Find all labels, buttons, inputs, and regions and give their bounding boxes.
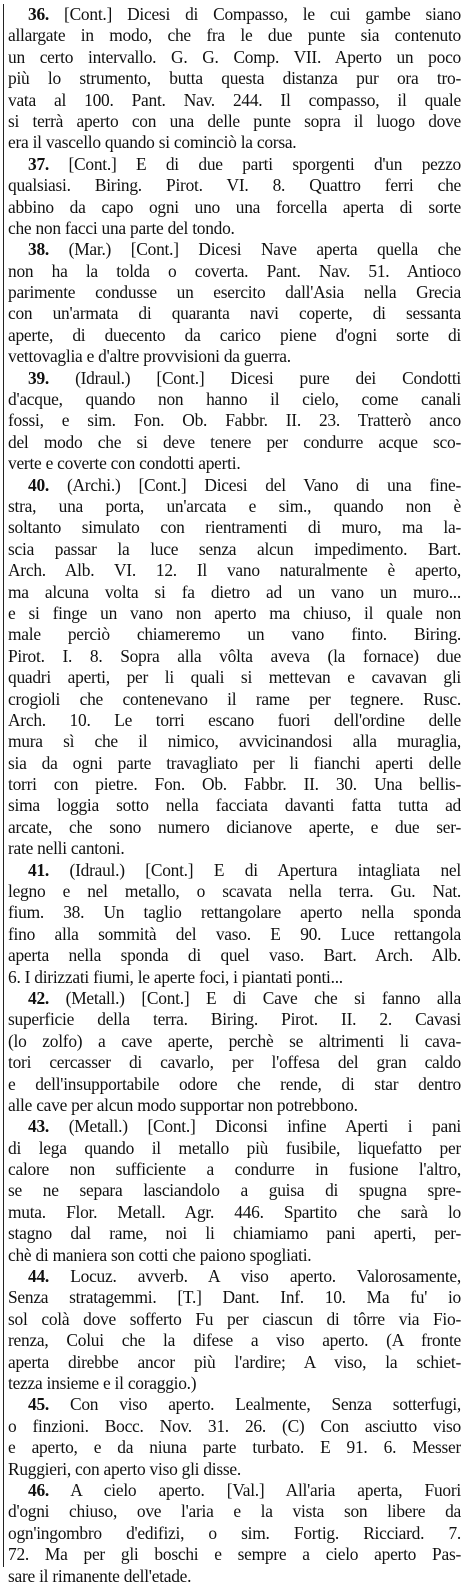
entry-line: renza, Colui che la difese a viso aperto. (A fronte xyxy=(8,1330,461,1351)
entry-first-line xyxy=(8,1266,461,1287)
entry-line-text: [Cont.] Dicesi di Compasso, le cui gambe siano xyxy=(49,4,461,24)
entry-line: allargate in modo, che fra le due punte sia contenuto xyxy=(8,25,461,46)
entry-line: 6. I dirizzati fiumi, le aperte foci, i piantati ponti... xyxy=(8,966,343,987)
entry-line-text: (Mar.) [Cont.] Dicesi Nave aperta quella che xyxy=(49,239,461,260)
entry-line: 72. Ma per gli boschi e sempre a cielo aperto Pas- xyxy=(8,1544,461,1565)
entry-first-line xyxy=(8,860,461,881)
entry-first-line xyxy=(8,1394,461,1415)
entry-line: aperta nella sponda di quel vaso. Bart. Arch. Alb. xyxy=(8,945,461,966)
entry-line: tezza insieme e il coraggio.) xyxy=(8,1373,197,1393)
entry-line: fossi, e sim. Fon. Ob. Fabbr. II. 23. Tratterò anco xyxy=(8,410,461,431)
entry-line: male perciò chiameremo un vano finto. Biring. xyxy=(8,624,461,645)
entry-line: Senza stratagemmi. [T.] Dant. Inf. 10. Ma fu' io xyxy=(8,1287,461,1308)
left-margin-rule xyxy=(3,4,4,1567)
entry-line: quadri aperti, per li quali si mettevan e cavavan gli xyxy=(8,667,461,688)
dictionary-entry xyxy=(8,988,461,1116)
entry-number: 45. xyxy=(28,1394,49,1415)
entry-line: sare il rimanente dell'etade. xyxy=(8,1565,192,1586)
entry-line-text: (Archi.) [Cont.] Dicesi del Vano di una fine- xyxy=(49,474,461,495)
entry-first-line xyxy=(8,1480,461,1501)
entry-first-line xyxy=(8,4,461,25)
entry-line: di lega quando il metallo più fusibile, liquefatto per xyxy=(8,1137,461,1158)
entry-line: un certo intervallo. G. G. Comp. VII. Aperto un poco xyxy=(8,46,461,67)
entry-line: sima loggia sotto nella facciata davanti fatta tutta ad xyxy=(8,795,461,816)
entry-line: qualsiasi. Biring. Pirot. VI. 8. Quattro ferri che xyxy=(8,175,461,196)
entry-line: arcate, che sono numero dicianove aperte, e due ser- xyxy=(8,816,461,837)
entry-line-text: (Idraul.) [Cont.] Dicesi pure dei Condotti xyxy=(49,367,461,388)
entry-line-text: Con viso aperto. Lealmente, Senza sotterfugi, xyxy=(49,1394,461,1415)
dictionary-entry xyxy=(8,154,461,240)
entry-line: d'ogni chiuso, ove l'aria e la vista son libere da xyxy=(8,1501,461,1522)
entry-line: soltanto simulato con rientramenti di muro, ma la- xyxy=(8,517,461,538)
entry-line-text: (Idraul.) [Cont.] E di Apertura intagliata nel xyxy=(49,859,461,880)
entry-line: verte e coverte con condotti aperti. xyxy=(8,453,241,474)
dictionary-entry xyxy=(8,1116,461,1266)
entry-line-text: (Metall.) [Cont.] Diconsi infine Aperti i pani xyxy=(49,1116,461,1137)
entry-first-line xyxy=(8,154,461,175)
entry-line: stra, una porta, un'arcata e sim., quando non è xyxy=(8,495,461,516)
entry-line: ogn'ingombro d'edifizi, o sim. Fortig. Ricciard. 7. xyxy=(8,1522,461,1543)
entry-line: d'acque, quando non hanno il cielo, come canali xyxy=(8,389,461,410)
entry-line: e aperto, e da niuna parte turbato. E 91. 6. Messer xyxy=(8,1437,461,1458)
entry-first-line xyxy=(8,1116,461,1137)
dictionary-entry xyxy=(8,239,461,367)
entry-line-text: Locuz. avverb. A viso aperto. Valorosamente, xyxy=(49,1266,461,1287)
dictionary-entry xyxy=(8,475,461,860)
entry-line: o finzioni. Bocc. Nov. 31. 26. (C) Con asciutto viso xyxy=(8,1415,461,1436)
dictionary-entry xyxy=(8,4,461,154)
entry-line: con un'armata di quaranta navi coperte, di sessanta xyxy=(8,303,461,324)
entry-line: più lo strumento, butta questa distanza pur ora tro- xyxy=(8,68,461,89)
entry-line: scia passar la luce senza alcun impedimento. Bart. xyxy=(8,538,461,559)
entry-line: del modo che si deve tenere per condurre acque sco- xyxy=(8,431,461,452)
entry-line: stagno dal rame, noi li chiamiamo pani aperti, per- xyxy=(8,1223,461,1244)
entry-line: crogioli che contenevano il rame per tegnere. Rusc. xyxy=(8,688,461,709)
entry-line: e si finge un vano non aperto ma chiuso, il quale non xyxy=(8,602,461,623)
entry-line-text: [Cont.] E di due parti sporgenti d'un pezzo xyxy=(49,153,461,174)
entry-line: muta. Flor. Metall. Agr. 446. Spartito che sarà lo xyxy=(8,1201,461,1222)
dictionary-entry xyxy=(8,368,461,475)
entry-first-line xyxy=(8,988,461,1009)
entry-line: calore non sufficiente a condurre in fusione l'altro, xyxy=(8,1159,461,1180)
entry-line: Pirot. I. 8. Sopra alla vôlta aveva (la fornace) due xyxy=(8,645,461,666)
entry-line: parimente condusse un esercito dall'Asia nella Grecia xyxy=(8,282,461,303)
entry-number: 37. xyxy=(28,153,49,174)
entry-line-text: (Metall.) [Cont.] E di Cave che si fanno alla xyxy=(49,987,461,1008)
entry-line: si terrà aperto con una delle punte sopra il luogo dove xyxy=(8,110,461,131)
entry-line: sia da ogni parte travagliato per li fianchi aperti delle xyxy=(8,752,461,773)
entry-line: alle cave per alcun modo supportar non potrebbono. xyxy=(8,1094,358,1115)
entry-number: 44. xyxy=(28,1266,49,1287)
entry-line: aperte, di duecento da carico piene d'ogni sorte di xyxy=(8,324,461,345)
entry-line: vata al 100. Pant. Nav. 244. Il compasso, il quale xyxy=(8,89,461,110)
entry-number: 43. xyxy=(28,1116,49,1137)
entry-line: Arch. 10. Le torri escano fuori dell'ordine delle xyxy=(8,709,461,730)
entry-number: 38. xyxy=(28,239,49,260)
entry-line: che non facci una parte del tondo. xyxy=(8,217,235,238)
entry-line: chè di maniera son cotti che paiono spogliati. xyxy=(8,1244,312,1265)
entry-line: (lo zolfo) a cave aperte, perchè se altrimenti li cava- xyxy=(8,1030,461,1051)
entry-number: 46. xyxy=(28,1479,49,1500)
entry-number: 39. xyxy=(28,367,49,388)
entry-line: legno e nel metallo, o scavata nella terra. Gu. Nat. xyxy=(8,881,461,902)
entries-column xyxy=(8,4,461,1587)
dictionary-entry xyxy=(8,860,461,988)
entry-line: se ne separa lasciandolo a guisa di spugna spre- xyxy=(8,1180,461,1201)
entry-line: torri con pietre. Fon. Ob. Fabbr. II. 30. Una bellis- xyxy=(8,774,461,795)
entry-line: non ha la tolda o coverta. Pant. Nav. 51. Antioco xyxy=(8,260,461,281)
entry-line: abbino da capo ogni uno una forcella aperta di sorte xyxy=(8,196,461,217)
entry-line: ma alcuna volta si fa dietro ad un vano un muro... xyxy=(8,581,461,602)
entry-line: vettovaglia e d'altre provvisioni da guerra. xyxy=(8,346,291,367)
entry-number: 36. xyxy=(28,4,49,24)
entry-line: superficie della terra. Biring. Pirot. II. 2. Cavasi xyxy=(8,1009,461,1030)
entry-line: aperta direbbe ancor più l'ardire; A viso, la schiet- xyxy=(8,1351,461,1372)
entry-line: fium. 38. Un taglio rettangolare aperto nella sponda xyxy=(8,902,461,923)
entry-line: rate nelli cantoni. xyxy=(8,838,125,859)
entry-line: Ruggieri, con aperto viso gli disse. xyxy=(8,1458,241,1479)
entry-first-line xyxy=(8,239,461,260)
entry-line: mura sì che il nimico, avvicinandosi alla muraglia, xyxy=(8,731,461,752)
dictionary-entry xyxy=(8,1266,461,1394)
entry-line: sol colà dove sofferto Fu per ciascun di tôrre via Fio- xyxy=(8,1308,461,1329)
entry-line: fino alla sommità del vaso. E 90. Luce rettangola xyxy=(8,923,461,944)
entry-first-line xyxy=(8,475,461,496)
entry-first-line xyxy=(8,368,461,389)
entry-number: 41. xyxy=(28,859,49,880)
entry-line: Arch. Alb. VI. 12. Il vano naturalmente è aperto, xyxy=(8,560,461,581)
dictionary-entry xyxy=(8,1394,461,1480)
entry-line: era il vascello quando si cominciò la corsa. xyxy=(8,132,297,153)
entry-line: e dell'insupportabile odore che rende, di star dentro xyxy=(8,1073,461,1094)
entry-number: 42. xyxy=(28,987,49,1008)
entry-line: tori cercasser di cavarlo, per l'offesa del gran caldo xyxy=(8,1052,461,1073)
entry-number: 40. xyxy=(28,474,49,495)
entry-line-text: A cielo aperto. [Val.] All'aria aperta, Fuori xyxy=(49,1479,461,1500)
